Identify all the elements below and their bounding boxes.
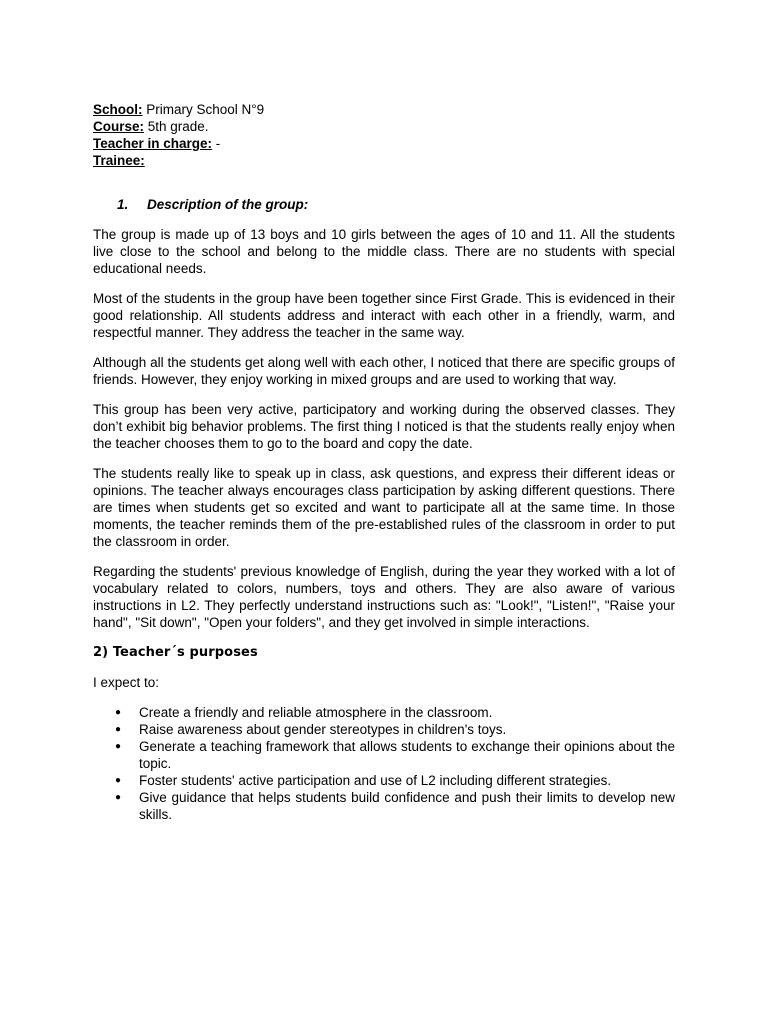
trainee-line: [93, 152, 675, 169]
bullet-icon: ●: [115, 741, 122, 752]
section2-heading: 2) Teacher´s purposes: [93, 645, 258, 660]
list-item-text: Give guidance that helps students build confidence and push their limits to develop new skills.: [139, 790, 675, 822]
school-line: [93, 101, 675, 118]
bullet-icon: ●: [115, 707, 122, 718]
list-item: [93, 789, 675, 823]
trainee-label: Trainee:: [93, 153, 145, 168]
list-item: [93, 772, 675, 789]
course-line: [93, 118, 675, 135]
list-item-text: Raise awareness about gender stereotypes in children's toys.: [139, 722, 507, 737]
section1-number: 1.: [117, 197, 129, 212]
course-label: Course:: [93, 119, 145, 134]
paragraph: Most of the students in the group have been together since First Grade. This is evidenced in their good relationship. All students address and interact with each other in a friendly, warm, and respectful manner. They address the teacher in the same way.: [93, 291, 675, 340]
teacher-value: -: [212, 136, 221, 151]
purposes-list: [93, 704, 675, 823]
document-page: [93, 101, 675, 823]
teacher-label: Teacher in charge:: [93, 136, 213, 151]
course-value: 5th grade.: [144, 119, 209, 134]
list-item: [93, 738, 675, 772]
bullet-icon: ●: [115, 724, 122, 735]
paragraph: Although all the students get along well with each other, I noticed that there are specific groups of friends. However, they enjoy working in mixed groups and are used to working that way.: [93, 355, 675, 387]
school-value: Primary School N°9: [142, 102, 265, 117]
paragraph: The students really like to speak up in class, ask questions, and express their different ideas or opinions. The teacher always encourages class participation by asking different questions. There are times when students get so excited and want to participate all at the same time. In those moments, the teacher reminds them of the pre-established rules of the classroom in order to put the classroom in order.: [93, 466, 675, 549]
list-item: [93, 721, 675, 738]
paragraph: The group is made up of 13 boys and 10 girls between the ages of 10 and 11. All the students live close to the school and belong to the middle class. There are no students with special educational needs.: [93, 227, 675, 276]
paragraph: Regarding the students' previous knowledge of English, during the year they worked with a lot of vocabulary related to colors, numbers, toys and others. They are also aware of various instructions in L2. They perfectly understand instructions such as: "Look!", "Listen!", "Raise your hand", "Sit down", "Open your folders", and they get involved in simple interactions.: [93, 564, 675, 630]
teacher-line: [93, 135, 675, 152]
section1-heading: [117, 196, 675, 213]
list-item-text: Generate a teaching framework that allows students to exchange their opinions about the topic.: [139, 739, 675, 771]
list-item-text: Create a friendly and reliable atmosphere in the classroom.: [139, 705, 493, 720]
school-label: School:: [93, 102, 143, 117]
paragraph: This group has been very active, participatory and working during the observed classes. They don’t exhibit big behavior problems. The first thing I noticed is that the students really enjoy when the teacher chooses them to go to the board and copy the date.: [93, 402, 675, 451]
section2-intro: I expect to:: [93, 675, 160, 690]
bullet-icon: ●: [115, 775, 122, 786]
list-item: [93, 704, 675, 721]
section1-title: Description of the group:: [147, 197, 309, 212]
list-item-text: Foster students' active participation and use of L2 including different strategies.: [139, 773, 612, 788]
bullet-icon: ●: [115, 792, 122, 803]
